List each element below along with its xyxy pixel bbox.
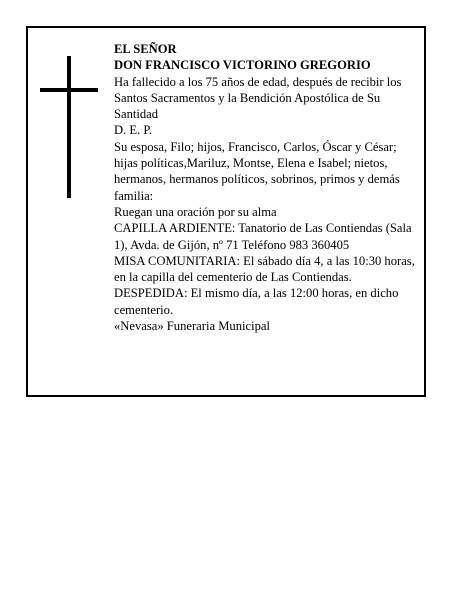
death-announcement: Ha fallecido a los 75 años de edad, después de recibir los Santos Sacramentos y la Bendición Apostólica de Su Santidad xyxy=(114,74,402,122)
notice-title: EL SEÑOR xyxy=(114,42,177,56)
rest-in-peace: D. E. P. xyxy=(114,123,153,138)
notice-text xyxy=(114,41,420,334)
prayer-request: Ruegan una oración por su alma xyxy=(114,204,277,219)
mass-info: MISA COMUNITARIA: El sábado día 4, a las 10:30 horas, en la capilla del cementerio de Las Contiendas. xyxy=(114,253,415,285)
family-list: Su esposa, Filo; hijos, Francisco, Carlos, Óscar y César; hijas políticas,Mariluz, Montse, Elena e Isabel; nietos, hermanos, hermanos políticos, sobrinos, primos y demás familia: xyxy=(114,139,400,203)
obituary-notice xyxy=(26,26,426,397)
cross-vertical-bar xyxy=(67,56,71,198)
chapel-info: CAPILLA ARDIENTE: Tanatorio de Las Contiendas (Sala 1), Avda. de Gijón, nº 71 Teléfono 983 360405 xyxy=(114,221,412,252)
cross-icon xyxy=(40,56,98,198)
deceased-name: DON FRANCISCO VICTORINO GREGORIO xyxy=(114,58,371,73)
farewell-info: DESPEDIDA: El mismo día, a las 12:00 horas, en dicho cementerio. xyxy=(114,286,399,317)
funeral-home: «Nevasa» Funeraria Municipal xyxy=(114,319,270,334)
cross-horizontal-bar xyxy=(40,88,98,92)
